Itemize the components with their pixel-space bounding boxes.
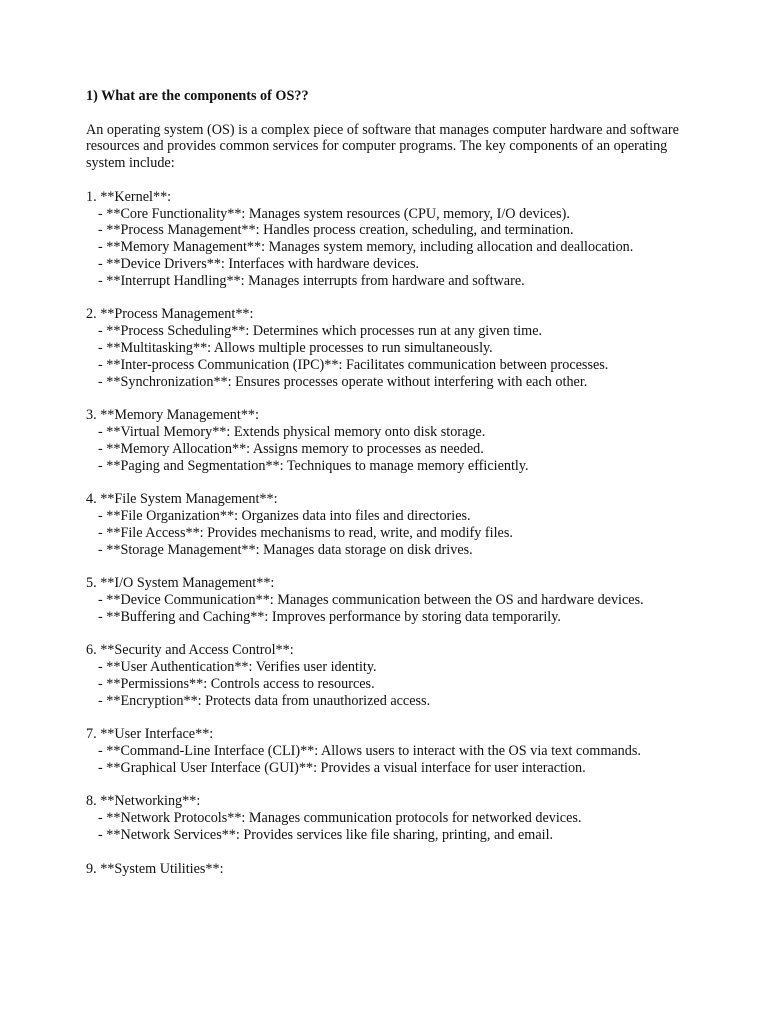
- list-item: - **Device Drivers**: Interfaces with hardware devices.: [98, 255, 420, 272]
- section-system-utilities: [86, 861, 692, 878]
- list-item: - **Virtual Memory**: Extends physical memory onto disk storage.: [98, 423, 486, 440]
- list-item: - **File Organization**: Organizes data into files and directories.: [98, 507, 471, 524]
- list-item: - **Network Protocols**: Manages communication protocols for networked devices.: [98, 810, 582, 827]
- section-security-access-control: [86, 642, 692, 709]
- section-user-interface: [86, 726, 692, 776]
- list-item: - **Memory Allocation**: Assigns memory to processes as needed.: [98, 440, 484, 457]
- list-item: - **Permissions**: Controls access to resources.: [98, 675, 375, 692]
- list-item: - **Synchronization**: Ensures processes operate without interfering with each other.: [98, 373, 588, 390]
- section-heading: 1. **Kernel**:: [86, 188, 172, 205]
- list-item: - **Interrupt Handling**: Manages interrupts from hardware and software.: [98, 272, 525, 289]
- list-item: - **Inter-process Communication (IPC)**: Facilitates communication between processes.: [98, 356, 609, 373]
- section-heading: 8. **Networking**:: [86, 793, 201, 810]
- list-item: - **Memory Management**: Manages system memory, including allocation and deallocation.: [98, 239, 634, 256]
- section-heading: 9. **System Utilities**:: [86, 860, 224, 877]
- list-item: - **Process Management**: Handles process creation, scheduling, and termination.: [98, 222, 574, 239]
- document-body: [86, 88, 692, 877]
- section-heading: 7. **User Interface**:: [86, 726, 214, 743]
- list-item: - **File Access**: Provides mechanisms to read, write, and modify files.: [98, 524, 513, 541]
- list-item: - **Buffering and Caching**: Improves performance by storing data temporarily.: [98, 608, 561, 625]
- list-item: - **User Authentication**: Verifies user identity.: [98, 659, 377, 676]
- section-heading: 5. **I/O System Management**:: [86, 575, 275, 592]
- section-memory-management: [86, 407, 692, 474]
- section-io-system-management: [86, 575, 692, 625]
- list-item: - **Device Communication**: Manages communication between the OS and hardware devices.: [98, 591, 644, 608]
- list-item: - **Storage Management**: Manages data storage on disk drives.: [98, 541, 473, 558]
- section-networking: [86, 793, 692, 843]
- list-item: - **Graphical User Interface (GUI)**: Provides a visual interface for user interaction.: [98, 759, 586, 776]
- list-item: - **Encryption**: Protects data from unauthorized access.: [98, 692, 431, 709]
- section-kernel: [86, 189, 692, 290]
- list-item: - **Network Services**: Provides services like file sharing, printing, and email.: [98, 827, 554, 844]
- list-item: - **Command-Line Interface (CLI)**: Allows users to interact with the OS via text commands.: [98, 743, 641, 760]
- section-heading: 4. **File System Management**:: [86, 491, 278, 508]
- intro-paragraph: An operating system (OS) is a complex piece of software that manages computer hardware and software resources and provides common services for computer programs. The key components of an operating system include:: [86, 121, 679, 172]
- document-title: 1) What are the components of OS??: [86, 88, 309, 104]
- list-item: - **Multitasking**: Allows multiple processes to run simultaneously.: [98, 339, 493, 356]
- section-file-system-management: [86, 491, 692, 558]
- list-item: - **Paging and Segmentation**: Techniques to manage memory efficiently.: [98, 457, 529, 474]
- list-item: - **Core Functionality**: Manages system resources (CPU, memory, I/O devices).: [98, 205, 570, 222]
- list-item: - **Process Scheduling**: Determines which processes run at any given time.: [98, 323, 543, 340]
- section-process-management: [86, 306, 692, 390]
- section-heading: 2. **Process Management**:: [86, 306, 254, 323]
- section-heading: 6. **Security and Access Control**:: [86, 642, 294, 659]
- section-heading: 3. **Memory Management**:: [86, 407, 259, 424]
